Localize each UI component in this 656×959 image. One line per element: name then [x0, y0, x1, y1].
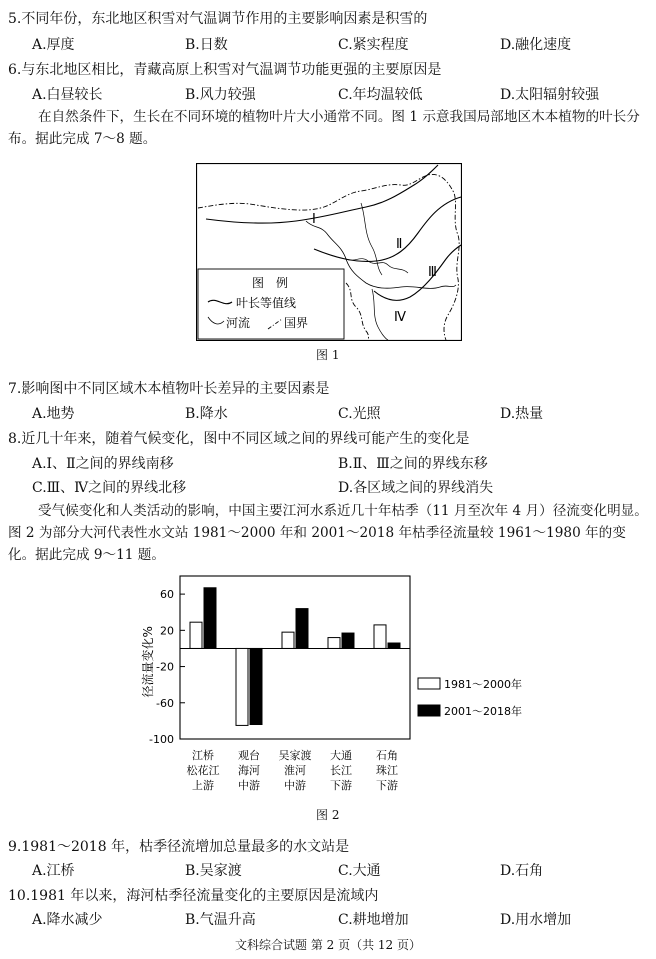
q6-option-c: C.年均温较低	[338, 87, 423, 103]
bar-大通-series-1	[328, 638, 340, 649]
x-label-station: 大通	[330, 749, 352, 762]
q5-option-b: B.日数	[185, 37, 228, 53]
q8-stem: 8.近几十年来，随着气候变化，图中不同区域之间的界线可能产生的变化是	[8, 431, 470, 447]
x-label-reach: 上游	[192, 779, 214, 792]
q10-options	[32, 909, 648, 929]
q5-option-a: A.厚度	[32, 37, 75, 53]
q8-option-b: B.Ⅱ、Ⅲ之间的界线东移	[338, 456, 488, 472]
x-label-river: 松花江	[186, 764, 220, 777]
x-label-reach: 中游	[284, 779, 306, 792]
legend-boundary-label: 国界	[284, 316, 309, 330]
bar-江桥-series-2	[204, 588, 216, 649]
q6-options	[32, 84, 648, 104]
q5-option-c: C.紧实程度	[338, 37, 409, 53]
region-label-4: Ⅳ	[394, 310, 406, 325]
q5-option-d: D.融化速度	[500, 37, 572, 53]
q7-option-a: A.地势	[32, 406, 75, 422]
legend-label-2001-2018: 2001～2018年	[444, 705, 522, 718]
figure1-caption: 图 1	[316, 348, 340, 362]
bar-大通-series-2	[342, 633, 354, 648]
x-label-reach: 下游	[376, 779, 398, 792]
q9-option-a: A.江桥	[32, 863, 75, 879]
y-tick-label: 20	[160, 624, 174, 638]
x-label-river: 长江	[330, 764, 352, 777]
x-label-river: 珠江	[376, 764, 398, 777]
bar-石角-series-2	[388, 643, 400, 648]
q5-options	[32, 34, 648, 54]
q6-stem: 6.与东北地区相比，青藏高原上积雪对气温调节功能更强的主要原因是	[8, 62, 442, 78]
bar-吴家渡-series-2	[296, 609, 308, 649]
chart-y-axis-label: 径流量变化%	[141, 626, 155, 698]
q5-stem: 5.不同年份，东北地区积雪对气温调节作用的主要影响因素是积雪的	[8, 11, 428, 27]
passage-1-text: 在自然条件下，生长在不同环境的植物叶片大小通常不同。图 1 示意我国局部地区木本植物的叶长分布。据此完成 7～8 题。	[8, 109, 640, 147]
x-label-river: 淮河	[284, 764, 306, 777]
q8-options-row1	[32, 453, 648, 473]
q6-option-b: B.风力较强	[185, 87, 256, 103]
passage-1	[8, 106, 648, 150]
x-label-reach: 下游	[330, 779, 352, 792]
q9-options	[32, 860, 648, 880]
legend-isoline-label: 叶长等值线	[236, 296, 297, 310]
q7-option-b: B.降水	[185, 406, 228, 422]
legend-river-label: 河流	[226, 316, 251, 330]
q6-option-a: A.白昼较长	[32, 87, 103, 103]
q10-option-c: C.耕地增加	[338, 912, 409, 928]
passage-2-text: 受气候变化和人类活动的影响，中国主要江河水系近几十年枯季（11 月至次年 4 月）径流变化明显。图 2 为部分大河代表性水文站 1981～2000 年和 2001～2018 年枯季径流量较 1961～1980 年的变化。据此完成 9～11 题。	[8, 503, 648, 563]
figure2-caption: 图 2	[316, 808, 340, 822]
x-label-station: 观台	[238, 749, 260, 762]
bar-观台-series-1	[236, 648, 248, 725]
bar-石角-series-1	[374, 625, 386, 649]
q10-stem: 10.1981 年以来，海河枯季径流量变化的主要原因是流域内	[8, 888, 379, 904]
q9-stem: 9.1981～2018 年，枯季径流增加总量最多的水文站是	[8, 839, 350, 855]
q10-option-d: D.用水增加	[500, 912, 572, 928]
q7-option-d: D.热量	[500, 406, 544, 422]
passage-2	[8, 500, 648, 566]
q8-options-row2	[32, 477, 648, 497]
q8-option-d: D.各区域之间的界线消失	[338, 480, 494, 496]
x-label-river: 海河	[238, 764, 260, 777]
x-label-station: 吴家渡	[278, 749, 312, 762]
q9-option-d: D.石角	[500, 863, 544, 879]
q7-stem: 7.影响图中不同区域木本植物叶长差异的主要因素是	[8, 381, 330, 397]
q9-option-c: C.大通	[338, 863, 381, 879]
page-footer: 文科综合试题 第 2 页（共 12 页）	[235, 938, 421, 952]
x-label-station: 江桥	[192, 749, 214, 762]
figure1-map	[196, 163, 462, 341]
region-label-2: Ⅱ	[396, 237, 403, 252]
bar-江桥-series-1	[190, 622, 202, 648]
legend-label-1981-2000: 1981～2000年	[444, 678, 522, 691]
figure2-chart	[120, 570, 540, 810]
q8-option-c: C.Ⅲ、Ⅳ之间的界线北移	[32, 480, 187, 496]
x-label-station: 石角	[376, 749, 398, 762]
y-tick-label: -100	[149, 733, 174, 746]
q6-option-d: D.太阳辐射较强	[500, 87, 600, 103]
bar-吴家渡-series-1	[282, 632, 294, 648]
y-tick-label: -20	[156, 660, 174, 674]
y-tick-label: -60	[156, 696, 174, 710]
q10-option-a: A.降水减少	[32, 912, 103, 928]
q10-option-b: B.气温升高	[185, 912, 256, 928]
q9-option-b: B.吴家渡	[185, 863, 242, 879]
region-label-1: Ⅰ	[312, 212, 316, 227]
legend-title: 图 例	[252, 276, 289, 290]
legend-swatch-1981-2000	[418, 678, 440, 689]
q7-option-c: C.光照	[338, 406, 381, 422]
y-tick-label: 60	[160, 588, 174, 602]
x-label-reach: 中游	[238, 779, 260, 792]
region-label-3: Ⅲ	[428, 265, 437, 280]
bar-观台-series-2	[250, 648, 262, 724]
legend-swatch-2001-2018	[418, 705, 440, 716]
q7-options	[32, 403, 648, 423]
q8-option-a: A.Ⅰ、Ⅱ之间的界线南移	[32, 456, 174, 472]
